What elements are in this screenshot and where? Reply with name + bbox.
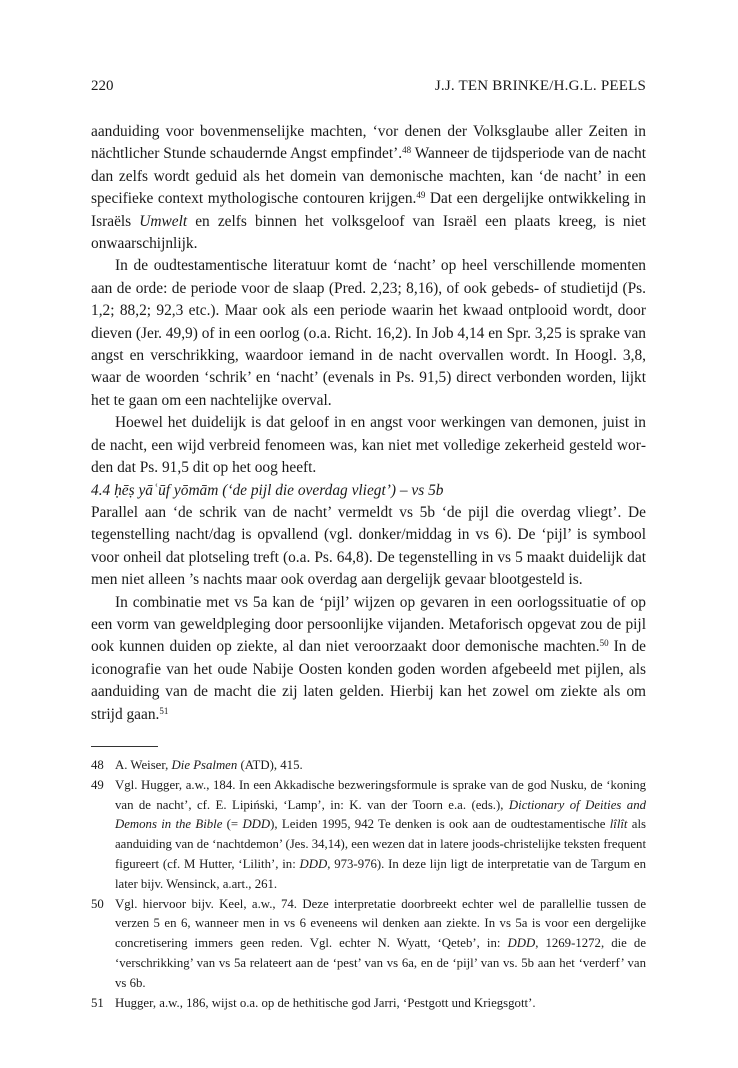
section-heading: 4.4 ḥēṣ yāʿūf yōmām (‘de pijl die overdag vliegt’) – vs 5b	[91, 481, 444, 499]
footnote-50: 50 Vgl. hiervoor bijv. Keel, a.w., 74. Deze interpretatie doorbreekt echter wel de parallellie tussen de verzen 5 en 6, wanneer men in vs 6 eveneens wil denken aan ziekte. In vs 5a is voor een dergelijke concretisering immers geen reden. Vgl. echter N. Wyatt, ‘Qeteb’, in: DDD, 1269-1272, die de ‘verschrikking’ van vs 5a relateert aan de ‘pest’ van vs 6a, en de ‘pijl’ van vs. 5b aan het ‘verderf’ van vs 6b.	[91, 896, 646, 990]
paragraph-2: In de oudtestamentische literatuur komt de ‘nacht’ op heel verschillende momenten aan de orde: de periode voor de slaap (Pred. 2,23; 8,16), of ook gebeds- of studietijd (Ps. 1,2; 88,2; 92,3 etc.). Maar ook als een periode waarin het kwaad ontplooid wordt, door dieven (Jer. 49,9) of in een oorlog (o.a. Richt. 16,2). In Job 4,14 en Spr. 3,25 is sprake van angst en verschrikking, waardoor iemand in de nacht overvallen wordt. In Hoogl. 3,8, waar de woorden ‘schrik’ en ‘nacht’ (evenals in Ps. 91,5) direct verbonden worden, lijkt het te gaan om een nachtelijke overval.	[91, 257, 646, 409]
footnote-number: 50	[91, 896, 104, 911]
umwelt-term: Umwelt	[139, 212, 188, 230]
footnote-48: 48 A. Weiser, Die Psalmen (ATD), 415.	[91, 756, 646, 776]
footnote-ref-51[interactable]: 51	[159, 705, 169, 716]
footnote-ref-48[interactable]: 48	[402, 145, 412, 156]
page-number: 220	[91, 78, 114, 94]
body-text	[91, 121, 646, 726]
footnote-ref-50[interactable]: 50	[599, 638, 609, 649]
footnote-number: 49	[91, 777, 104, 792]
footnote-number: 48	[91, 758, 104, 772]
paragraph-4: Parallel aan ‘de schrik van de nacht’ vermeldt vs 5b ‘de pijl die overdag vliegt’. De tegenstelling nacht/dag is opvallend (vgl. donker/middag in vs 6). De ‘pijl’ is symbool voor onheil dat plotseling treft (o.a. Ps. 64,8). De tegenstelling in vs 5 maakt duidelijk dat men niet alleen ’s nachts maar ook overdag aan dergelijk gevaar blootgesteld is.	[91, 503, 646, 589]
footnote-separator	[91, 746, 158, 747]
footnote-number: 51	[91, 995, 104, 1010]
footnote-51: 51 Hugger, a.w., 186, wijst o.a. op de hethitische god Jarri, ‘Pestgott und Kriegsgott’.	[91, 994, 646, 1014]
footnotes	[91, 756, 646, 1013]
page-header	[91, 78, 646, 100]
paragraph-3: Hoewel het duidelijk is dat geloof in en angst voor werkingen van demonen, juist in de nacht, een wijd verbreid fenomeen was, kan niet met volledige zekerheid gesteld worden dat Ps. 91,5 dit op het oog heeft.	[91, 414, 646, 477]
footnote-49: 49 Vgl. Hugger, a.w., 184. In een Akkadische bezweringsformule is sprake van de god Nusku, de ‘koning van de nacht’, cf. E. Lipiński, ‘Lamp’, in: K. van der Toorn e.a. (eds.), Dictionary of Deities and Demons in the Bible (= DDD), Leiden 1995, 942 Te denken is ook aan de oudtestamentische lîlît als aanduiding van de ‘nachtdemon’ (Jes. 34,14), een wezen dat in latere joods-christelijke teksten frequent figureert (cf. M Hutter, ‘Lilith’, in: DDD, 973-976). In deze lijn ligt de interpretatie van de Targum en later bijv. Wensinck, a.art., 261.	[91, 777, 646, 891]
paragraph-1: aanduiding voor bovenmenselijke machten, ‘vor denen der Volksglaube aller Zeiten in nächtlicher Stunde schaudernde Angst empfindet’.$^{48}$ Wanneer de tijdsperiode van de nacht dan zelfs wordt geduid als het domein van demonische machten, kan ‘de nacht’ in een specifieke context mythologische contouren krijgen.$^{49}$ Dat een dergelijke ontwikkeling in Israëls Umwelt en zelfs binnen het volksgeloof van Israël een plaats kreeg, is niet onwaarschijnlijk.	[91, 123, 647, 253]
footnote-ref-49[interactable]: 49	[416, 190, 426, 201]
running-head: J.J. TEN BRINKE/H.G.L. PEELS	[434, 78, 646, 94]
paragraph-5: In combinatie met vs 5a kan de ‘pijl’ wijzen op gevaren in een oorlogssituatie of op een vorm van geweldpleging door persoonlijke vijanden. Metaforisch opgevat zou de pijl ook kunnen duiden op ziekte, al dan niet veroorzaakt door demonische machten.$^{50}$ In de iconografie van het oude Nabije Oosten konden goden worden afgebeeld met pijlen, als aanduiding van de macht die zij laten gelden. Hierbij kan het zowel om ziekte als om strijd gaan.$^{51}$	[91, 593, 647, 723]
